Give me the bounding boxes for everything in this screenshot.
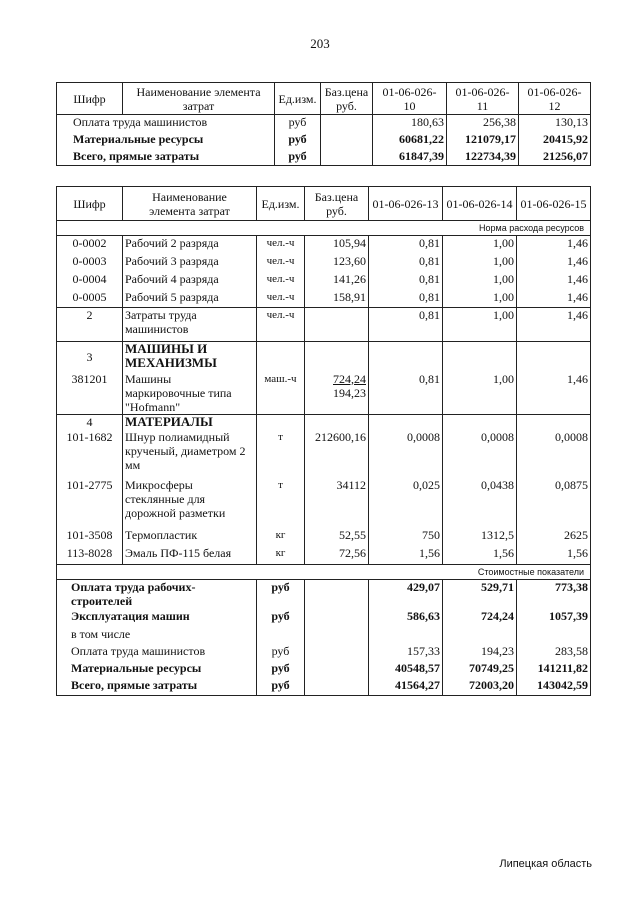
row-name: Всего, прямые затраты: [71, 678, 198, 692]
row-code: 0-0002: [72, 236, 107, 250]
row-code: 0-0003: [72, 253, 107, 268]
row-unit: руб: [275, 132, 321, 149]
table-row: [57, 546, 591, 564]
row-value: 773,38: [517, 579, 591, 609]
machine-price: 724,24: [333, 371, 366, 386]
header-code: Шифр: [57, 187, 123, 221]
section-row: [57, 414, 591, 430]
norm-label: Норма расхода ресурсов: [57, 221, 591, 236]
row-value: 1,00: [443, 236, 517, 254]
row-price: [321, 115, 373, 132]
section-code: 3: [57, 342, 123, 372]
row-value: 143042,59: [517, 678, 591, 695]
header-col-13: 01-06-026-13: [369, 187, 443, 221]
row-value: 1,00: [443, 254, 517, 272]
row-unit: руб: [257, 579, 305, 609]
cost-table-top: [56, 82, 591, 166]
table-row: [57, 115, 591, 132]
table-row: [57, 627, 591, 644]
row-value: 40548,57: [369, 661, 443, 678]
row-value: 121079,17: [447, 132, 519, 149]
row-unit: руб: [257, 609, 305, 627]
row-unit: чел.-ч: [257, 236, 305, 254]
row-value: 529,71: [443, 579, 517, 609]
row-name: Машины маркировочные типа "Hofmann": [123, 372, 257, 415]
resource-table: [56, 186, 591, 696]
section-row: [57, 308, 591, 342]
row-value: 72003,20: [443, 678, 517, 695]
table-row: [57, 149, 591, 166]
section-title: МАШИНЫ И МЕХАНИЗМЫ: [123, 342, 257, 372]
row-price: 141,26: [305, 272, 369, 290]
row-value: 0,0008: [369, 430, 443, 478]
row-value: 157,33: [369, 644, 443, 661]
row-value: [443, 627, 517, 644]
row-value: 586,63: [369, 609, 443, 627]
row-value: 1057,39: [517, 609, 591, 627]
row-unit: чел.-ч: [257, 308, 305, 342]
row-code: 0-0005: [72, 289, 107, 304]
table-row: [57, 644, 591, 661]
section-row: [57, 342, 591, 372]
table-row: [57, 254, 591, 272]
table-row: [57, 478, 591, 528]
row-value: 194,23: [443, 644, 517, 661]
row-unit: чел.-ч: [257, 272, 305, 290]
table-row: [57, 579, 591, 609]
row-price: 212600,16: [305, 430, 369, 478]
row-value: 0,81: [369, 236, 443, 254]
row-price: [321, 132, 373, 149]
header-col-14: 01-06-026-14: [443, 187, 517, 221]
row-value: 122734,39: [447, 149, 519, 166]
norm-label-row: [57, 221, 591, 236]
row-name: Шнур полиамидный крученый, диаметром 2 мм: [123, 430, 257, 478]
row-price: [305, 627, 369, 644]
row-code: 113-8028: [66, 546, 113, 560]
row-price: [305, 579, 369, 609]
row-name: Оплата труда машинистов: [73, 115, 208, 129]
row-price: [321, 149, 373, 166]
row-value: 141211,82: [517, 661, 591, 678]
empty-cell: [369, 414, 443, 430]
header-price: Баз.цена руб.: [321, 83, 373, 115]
row-unit: кг: [257, 528, 305, 546]
row-price: [305, 609, 369, 627]
table-row: [57, 430, 591, 478]
empty-cell: [369, 342, 443, 372]
row-name: Эмаль ПФ-115 белая: [123, 546, 257, 564]
row-value: 1,46: [517, 272, 591, 290]
row-price: 158,91: [305, 290, 369, 308]
row-name: Эксплуатация машин: [71, 609, 190, 623]
row-value: 0,0875: [517, 478, 591, 528]
row-price: 34112: [305, 478, 369, 528]
header-col-11: 01-06-026- 11: [447, 83, 519, 115]
empty-cell: [257, 414, 305, 430]
page-number: 203: [310, 36, 330, 51]
table-row: [57, 132, 591, 149]
row-price: 105,94: [305, 236, 369, 254]
row-code: 101-3508: [66, 528, 113, 542]
empty-cell: [443, 414, 517, 430]
header-code: Шифр: [57, 83, 123, 115]
row-price: 123,60: [305, 254, 369, 272]
row-value: 1,56: [369, 546, 443, 564]
empty-cell: [305, 414, 369, 430]
row-value: 1,46: [517, 308, 591, 342]
row-value: 256,38: [447, 115, 519, 132]
row-code: 0-0004: [72, 271, 107, 286]
row-price: [305, 678, 369, 695]
row-name: Рабочий 4 разряда: [123, 272, 257, 290]
header-col-12: 01-06-026- 12: [519, 83, 591, 115]
empty-cell: [517, 342, 591, 372]
row-value: 0,0008: [517, 430, 591, 478]
row-value: 1,00: [443, 372, 517, 415]
table-row: [57, 661, 591, 678]
row-unit: [257, 627, 305, 644]
row-value: 1,46: [517, 236, 591, 254]
row-value: 0,81: [369, 308, 443, 342]
row-name: Материальные ресурсы: [71, 661, 202, 675]
row-value: [369, 627, 443, 644]
empty-cell: [517, 414, 591, 430]
row-code: 101-2775: [66, 478, 113, 492]
row-value: 1,46: [517, 254, 591, 272]
row-value: 0,81: [369, 290, 443, 308]
row-unit: руб: [257, 661, 305, 678]
row-value: 1,00: [443, 290, 517, 308]
row-unit: чел.-ч: [257, 290, 305, 308]
row-unit: руб: [257, 644, 305, 661]
row-name: Оплата труда машинистов: [71, 644, 206, 658]
row-value: 1,56: [517, 546, 591, 564]
row-price: [305, 308, 369, 342]
row-unit: т: [257, 478, 305, 528]
row-unit: чел.-ч: [257, 254, 305, 272]
row-value: 283,58: [517, 644, 591, 661]
table-row: [57, 236, 591, 254]
row-value: 70749,25: [443, 661, 517, 678]
empty-cell: [257, 342, 305, 372]
machine-price-secondary: 194,23: [333, 385, 366, 400]
header-name: Наименование элемента затрат: [123, 83, 275, 115]
empty-cell: [305, 342, 369, 372]
row-value: 0,81: [369, 372, 443, 415]
row-value: 41564,27: [369, 678, 443, 695]
row-value: 1,46: [517, 372, 591, 415]
cost-label-row: [57, 564, 591, 579]
row-code: 2: [57, 308, 123, 342]
row-name: Всего, прямые затраты: [73, 148, 200, 163]
row-value: [517, 627, 591, 644]
section-code: 4: [57, 414, 123, 430]
row-value: 20415,92: [519, 132, 591, 149]
row-value: 0,025: [369, 478, 443, 528]
row-unit: руб: [275, 149, 321, 166]
empty-cell: [443, 342, 517, 372]
header-unit: Ед.изм.: [257, 187, 305, 221]
row-value: 21256,07: [519, 149, 591, 166]
row-value: 1,00: [443, 272, 517, 290]
row-unit: кг: [257, 546, 305, 564]
row-value: 180,63: [373, 115, 447, 132]
header-name: Наименование элемента затрат: [123, 187, 257, 221]
row-value: 61847,39: [373, 149, 447, 166]
row-value: 0,81: [369, 254, 443, 272]
row-value: 0,81: [369, 272, 443, 290]
table-row: [57, 290, 591, 308]
row-name: Оплата труда рабочих-строителей: [71, 579, 196, 608]
header-col-15: 01-06-026-15: [517, 187, 591, 221]
row-value: 750: [369, 528, 443, 546]
row-name: Затраты труда машинистов: [123, 308, 257, 342]
cost-label: Стоимостные показатели: [57, 564, 591, 579]
header-price: Баз.цена руб.: [305, 187, 369, 221]
row-code: 101-1682: [66, 430, 113, 444]
row-value: 0,0438: [443, 478, 517, 528]
row-value: 0,0008: [443, 430, 517, 478]
row-value: 130,13: [519, 115, 591, 132]
row-price: 52,55: [305, 528, 369, 546]
section-title: МАТЕРИАЛЫ: [123, 414, 257, 430]
row-value: 429,07: [369, 579, 443, 609]
table-row: [57, 272, 591, 290]
table-row: [57, 609, 591, 627]
row-name: Рабочий 2 разряда: [123, 236, 257, 254]
row-value: 1,00: [443, 308, 517, 342]
header-col-10: 01-06-026- 10: [373, 83, 447, 115]
row-unit: маш.-ч: [257, 372, 305, 415]
table-row: [57, 678, 591, 695]
footer-region: Липецкая область: [499, 858, 592, 870]
row-unit: т: [257, 430, 305, 478]
row-unit: руб: [275, 115, 321, 132]
row-value: 2625: [517, 528, 591, 546]
row-code: 381201: [71, 371, 108, 386]
row-name: в том числе: [71, 627, 131, 641]
table-row: [57, 372, 591, 415]
row-name: Рабочий 3 разряда: [123, 254, 257, 272]
row-price: 72,56: [305, 546, 369, 564]
row-unit: руб: [257, 678, 305, 695]
row-price: [305, 644, 369, 661]
row-name: Микросферы стеклянные для дорожной разметки: [123, 478, 257, 528]
row-value: 1312,5: [443, 528, 517, 546]
row-name: Термопластик: [123, 528, 257, 546]
table-row: [57, 528, 591, 546]
row-value: 1,56: [443, 546, 517, 564]
row-name: Материальные ресурсы: [73, 131, 204, 146]
row-name: Рабочий 5 разряда: [123, 290, 257, 308]
row-value: 1,46: [517, 290, 591, 308]
header-unit: Ед.изм.: [275, 83, 321, 115]
row-value: 60681,22: [373, 132, 447, 149]
row-price: [305, 661, 369, 678]
row-value: 724,24: [443, 609, 517, 627]
row-price: [305, 372, 369, 415]
